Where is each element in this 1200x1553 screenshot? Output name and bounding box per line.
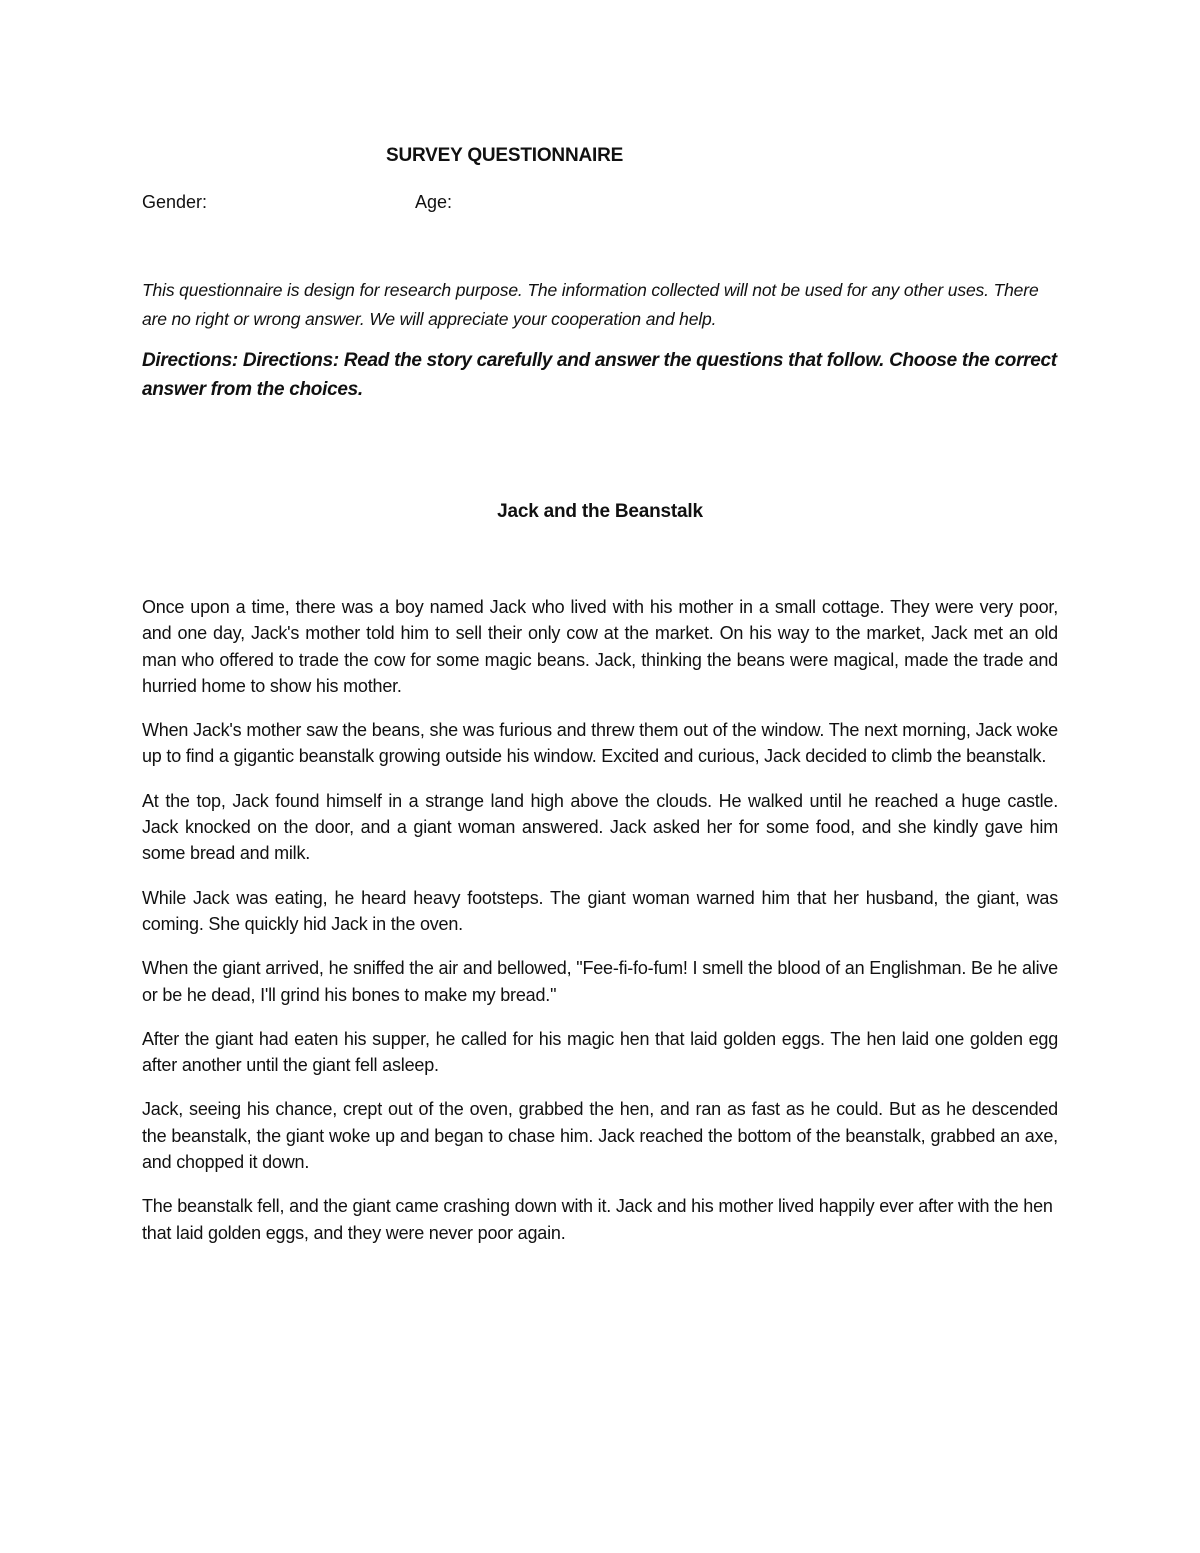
intro-text: This questionnaire is design for research purpose. The information collected will not be used for any other uses. There are no right or wrong answer. We will appreciate your cooperation and help. (142, 280, 1039, 329)
story-paragraph: When the giant arrived, he sniffed the air and bellowed, "Fee-fi-fo-fum! I smell the blood of an Englishman. Be he alive or be he dead, I'll grind his bones to make my bread." (142, 958, 1058, 1005)
story-title: Jack and the Beanstalk (497, 501, 703, 522)
story-paragraph: While Jack was eating, he heard heavy footsteps. The giant woman warned him that her husband, the giant, was coming. She quickly hid Jack in the oven. (142, 887, 1058, 934)
page-content (142, 144, 1058, 1264)
gender-label: Gender: (142, 192, 208, 212)
story-paragraph: When Jack's mother saw the beans, she was furious and threw them out of the window. The next morning, Jack woke up to find a gigantic beanstalk growing outside his window. Excited and curious, Jack decided to climb the beanstalk. (142, 720, 1058, 767)
story-paragraph: At the top, Jack found himself in a strange land high above the clouds. He walked until he reached a huge castle. Jack knocked on the door, and a giant woman answered. Jack asked her for some food, and she kindly gave him some bread and milk. (142, 790, 1058, 864)
story-body (142, 594, 1058, 1246)
age-label: Age: (415, 192, 453, 212)
story-paragraph: After the giant had eaten his supper, he called for his magic hen that laid golden eggs. The hen laid one golden egg after another until the giant fell asleep. (142, 1028, 1058, 1076)
survey-title: SURVEY QUESTIONNAIRE (386, 145, 624, 166)
story-paragraph: Once upon a time, there was a boy named Jack who lived with his mother in a small cottage. They were very poor, and one day, Jack's mother told him to sell their only cow at the market. On his way to the market, Jack met an old man who offered to trade the cow for some magic beans. Jack, thinking the beans were magical, made the trade and hurried home to show his mother. (142, 597, 1058, 696)
story-paragraph: The beanstalk fell, and the giant came crashing down with it. Jack and his mother lived happily ever after with the hen that laid golden eggs, and they were never poor again. (142, 1196, 1053, 1243)
story-paragraph: Jack, seeing his chance, crept out of the oven, grabbed the hen, and ran as fast as he could. But as he descended the beanstalk, the giant woke up and began to chase him. Jack reached the bottom of the beanstalk, grabbed an axe, and chopped it down. (142, 1099, 1058, 1173)
directions-text: Directions: Directions: Read the story carefully and answer the questions that follow. Choose the correct answer from the choices. (142, 350, 1057, 400)
respondent-fields (142, 190, 1058, 214)
